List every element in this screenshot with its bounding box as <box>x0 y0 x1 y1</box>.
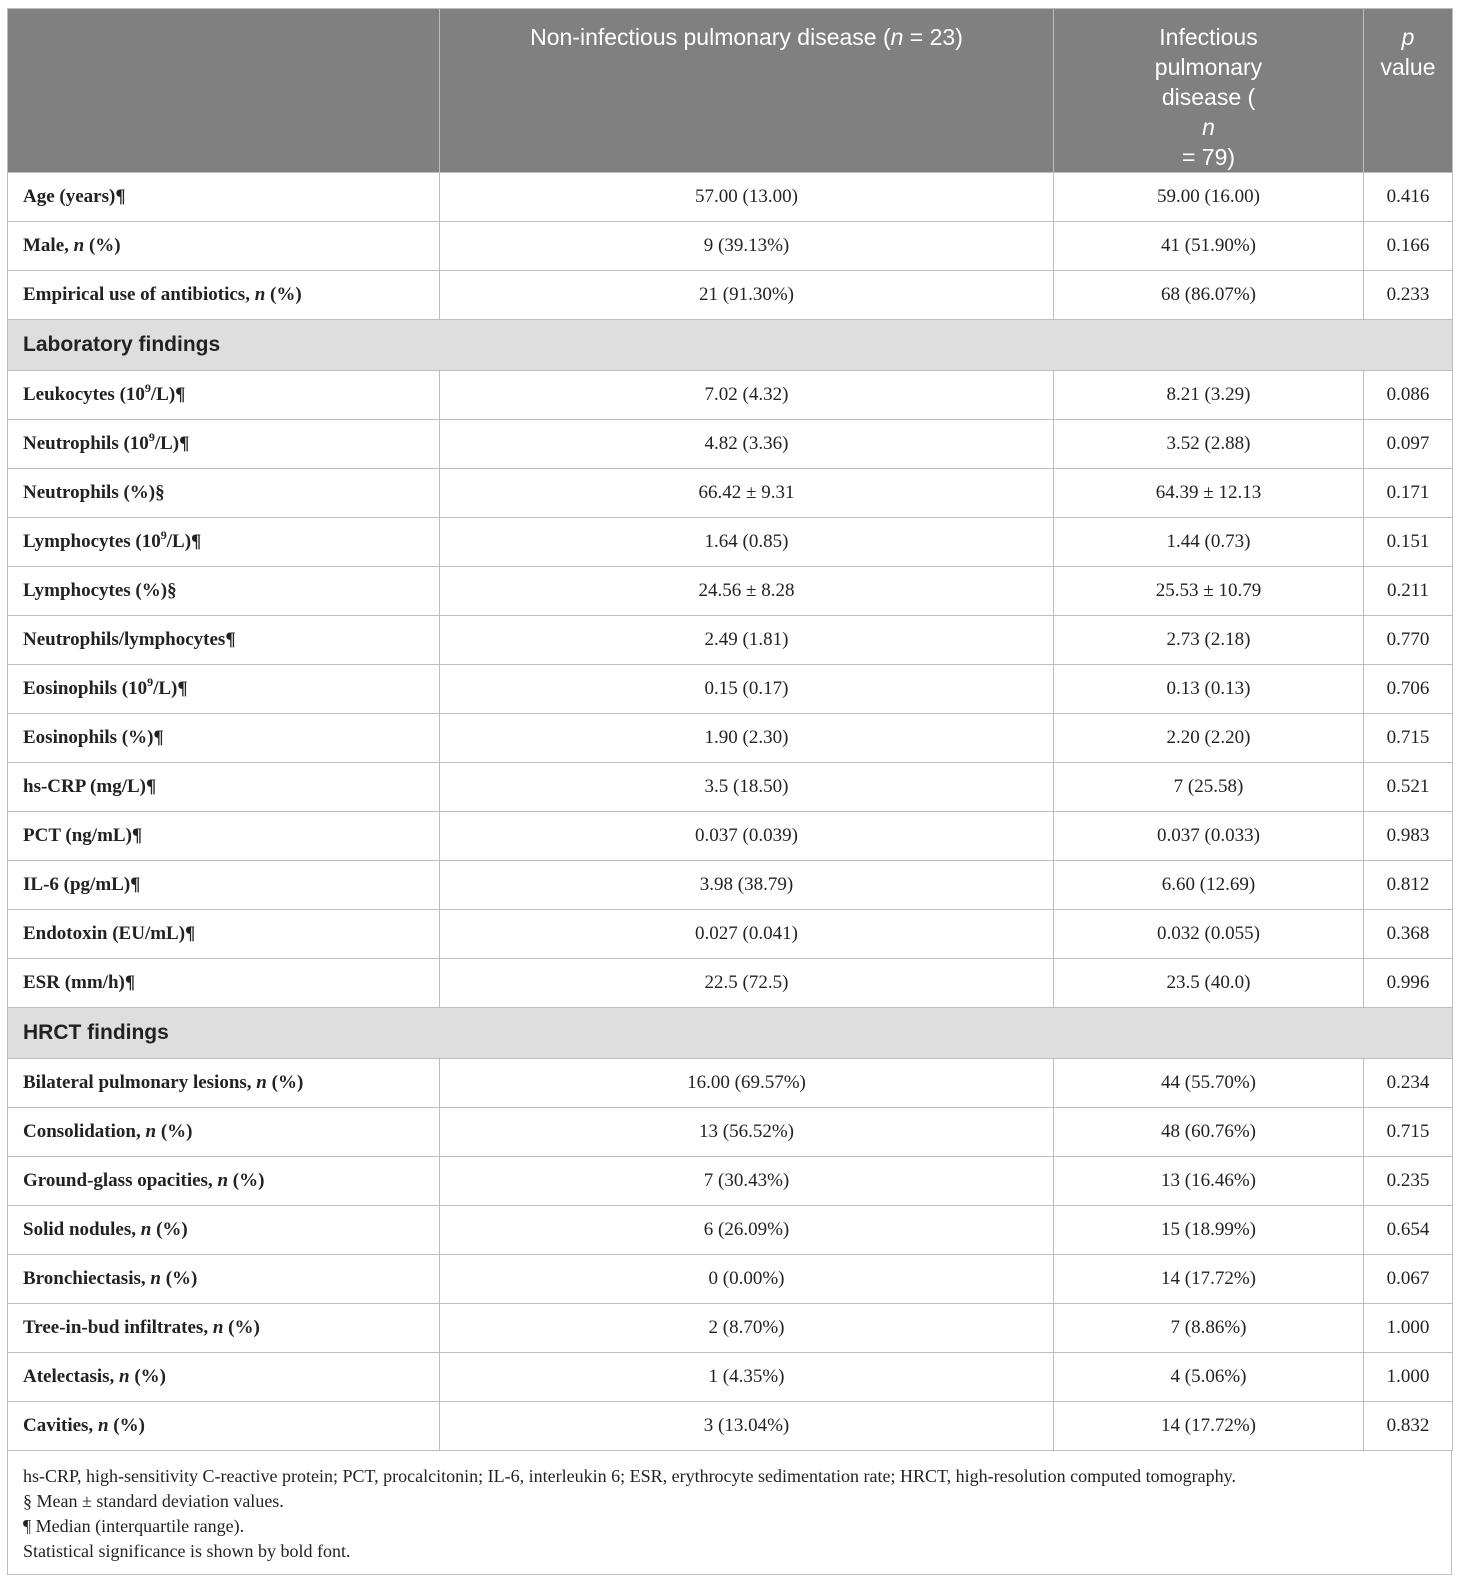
table-header-row <box>8 9 1453 173</box>
cell-p-value: 1.000 <box>1364 1353 1453 1402</box>
cell-non-infectious: 2 (8.70%) <box>440 1304 1054 1353</box>
table-row <box>8 714 1453 763</box>
header-infectious: Infectious pulmonary disease ( n = 79) <box>1054 9 1364 173</box>
row-label-text: Leukocytes (10 <box>23 384 145 405</box>
cell-infectious: 64.39 ± 12.13 <box>1054 469 1364 518</box>
row-label-suffix: /L)¶ <box>153 678 188 699</box>
row-label-n: n <box>73 235 85 256</box>
cell-p-value: 0.097 <box>1364 420 1453 469</box>
row-label-text: Neutrophils (10 <box>23 433 149 454</box>
cell-infectious: 68 (86.07%) <box>1054 271 1364 320</box>
header-p-value: p value <box>1364 9 1453 173</box>
table-row <box>8 959 1453 1008</box>
cell-p-value: 0.715 <box>1364 714 1453 763</box>
row-label <box>8 1059 440 1108</box>
table-row <box>8 1304 1453 1353</box>
cell-non-infectious: 3.98 (38.79) <box>440 861 1054 910</box>
row-label-n: n <box>150 1268 161 1289</box>
cell-infectious: 4 (5.06%) <box>1054 1353 1364 1402</box>
cell-p-value: 0.171 <box>1364 469 1453 518</box>
row-label-suffix: (%) <box>129 1366 167 1387</box>
row-label-n: n <box>212 1317 224 1338</box>
table-row <box>8 271 1453 320</box>
cell-infectious: 7 (25.58) <box>1054 763 1364 812</box>
cell-p-value: 0.166 <box>1364 222 1453 271</box>
cell-non-infectious: 1.64 (0.85) <box>440 518 1054 567</box>
row-label <box>8 1304 440 1353</box>
cell-infectious: 44 (55.70%) <box>1054 1059 1364 1108</box>
row-label <box>8 1255 440 1304</box>
row-label-text: Lymphocytes (10 <box>23 531 161 552</box>
row-label-n: n <box>254 284 266 305</box>
row-label-text: Atelectasis, <box>23 1366 120 1387</box>
row-label-text: Cavities, <box>23 1415 98 1436</box>
table-row <box>8 1059 1453 1108</box>
results-table <box>7 8 1453 1451</box>
row-label: Lymphocytes (%)§ <box>8 567 440 616</box>
row-label-text: Bilateral pulmonary lesions, <box>23 1072 257 1093</box>
cell-p-value: 0.521 <box>1364 763 1453 812</box>
row-label <box>8 1353 440 1402</box>
cell-p-value: 0.233 <box>1364 271 1453 320</box>
cell-p-value: 0.368 <box>1364 910 1453 959</box>
row-label <box>8 1402 440 1451</box>
cell-infectious: 8.21 (3.29) <box>1054 371 1364 420</box>
table-footnotes <box>7 1451 1452 1575</box>
row-label-suffix: /L)¶ <box>150 384 186 405</box>
table-row <box>8 1353 1453 1402</box>
row-label-suffix: (%) <box>223 1317 260 1338</box>
table-row <box>8 173 1453 222</box>
cell-non-infectious: 0 (0.00%) <box>440 1255 1054 1304</box>
row-label-superscript: 9 <box>148 430 155 444</box>
row-label-n: n <box>140 1219 152 1240</box>
section-laboratory-findings <box>8 320 1453 371</box>
cell-p-value: 0.832 <box>1364 1402 1453 1451</box>
cell-p-value: 0.235 <box>1364 1157 1453 1206</box>
cell-infectious: 3.52 (2.88) <box>1054 420 1364 469</box>
row-label <box>8 420 440 469</box>
results-table-container <box>7 8 1452 1575</box>
cell-non-infectious: 9 (39.13%) <box>440 222 1054 271</box>
row-label: Neutrophils (%)§ <box>8 469 440 518</box>
cell-non-infectious: 4.82 (3.36) <box>440 420 1054 469</box>
row-label-suffix: /L)¶ <box>166 531 202 552</box>
table-row <box>8 222 1453 271</box>
row-label: IL-6 (pg/mL)¶ <box>8 861 440 910</box>
cell-p-value: 0.996 <box>1364 959 1453 1008</box>
section-hrct-findings-title: HRCT findings <box>8 1008 1453 1059</box>
cell-infectious: 0.032 (0.055) <box>1054 910 1364 959</box>
table-row <box>8 861 1453 910</box>
cell-infectious: 13 (16.46%) <box>1054 1157 1364 1206</box>
table-row <box>8 1157 1453 1206</box>
cell-non-infectious: 3 (13.04%) <box>440 1402 1054 1451</box>
row-label-suffix: (%) <box>108 1415 145 1436</box>
row-label <box>8 1206 440 1255</box>
table-row <box>8 1402 1453 1451</box>
cell-non-infectious: 1.90 (2.30) <box>440 714 1054 763</box>
row-label-suffix: /L)¶ <box>154 433 190 454</box>
table-row <box>8 469 1453 518</box>
table-row <box>8 371 1453 420</box>
row-label-text: Male, <box>23 235 74 256</box>
cell-infectious: 2.73 (2.18) <box>1054 616 1364 665</box>
row-label <box>8 665 440 714</box>
cell-p-value: 0.983 <box>1364 812 1453 861</box>
row-label-n: n <box>256 1072 267 1093</box>
cell-infectious: 48 (60.76%) <box>1054 1108 1364 1157</box>
cell-infectious: 59.00 (16.00) <box>1054 173 1364 222</box>
cell-infectious: 15 (18.99%) <box>1054 1206 1364 1255</box>
row-label: ESR (mm/h)¶ <box>8 959 440 1008</box>
cell-non-infectious: 3.5 (18.50) <box>440 763 1054 812</box>
cell-p-value: 0.086 <box>1364 371 1453 420</box>
row-label-superscript: 9 <box>144 381 151 395</box>
cell-infectious: 23.5 (40.0) <box>1054 959 1364 1008</box>
row-label-suffix: (%) <box>160 1268 198 1289</box>
table-row <box>8 763 1453 812</box>
cell-non-infectious: 0.027 (0.041) <box>440 910 1054 959</box>
cell-non-infectious: 2.49 (1.81) <box>440 616 1054 665</box>
row-label-suffix: (%) <box>266 1072 304 1093</box>
row-label <box>8 518 440 567</box>
footnote-abbreviations: hs-CRP, high-sensitivity C-reactive protein; PCT, procalcitonin; IL-6, interleukin 6; ESR, erythrocyte sedimentation rate; HRCT, high-resolution computed tomography. <box>23 1466 1236 1486</box>
cell-p-value: 1.000 <box>1364 1304 1453 1353</box>
row-label-text: Ground-glass opacities, <box>23 1170 218 1191</box>
row-label: PCT (ng/mL)¶ <box>8 812 440 861</box>
row-label-n: n <box>145 1121 157 1142</box>
cell-p-value: 0.770 <box>1364 616 1453 665</box>
row-label <box>8 371 440 420</box>
row-label-suffix: (%) <box>84 235 121 256</box>
row-label-text: Tree-in-bud infiltrates, <box>23 1317 213 1338</box>
table-row <box>8 1255 1453 1304</box>
row-label-text: Empirical use of antibiotics, <box>23 284 255 305</box>
cell-infectious: 41 (51.90%) <box>1054 222 1364 271</box>
row-label <box>8 222 440 271</box>
cell-p-value: 0.067 <box>1364 1255 1453 1304</box>
row-label: Age (years)¶ <box>8 173 440 222</box>
row-label-suffix: (%) <box>156 1121 193 1142</box>
cell-infectious: 1.44 (0.73) <box>1054 518 1364 567</box>
row-label-suffix: (%) <box>151 1219 188 1240</box>
cell-infectious: 25.53 ± 10.79 <box>1054 567 1364 616</box>
table-row <box>8 1108 1453 1157</box>
cell-non-infectious: 6 (26.09%) <box>440 1206 1054 1255</box>
cell-non-infectious: 66.42 ± 9.31 <box>440 469 1054 518</box>
header-non-infectious: Non-infectious pulmonary disease (n = 23) <box>440 9 1054 173</box>
row-label <box>8 1157 440 1206</box>
cell-infectious: 7 (8.86%) <box>1054 1304 1364 1353</box>
table-row <box>8 518 1453 567</box>
cell-non-infectious: 7 (30.43%) <box>440 1157 1054 1206</box>
cell-non-infectious: 1 (4.35%) <box>440 1353 1054 1402</box>
cell-infectious: 14 (17.72%) <box>1054 1255 1364 1304</box>
table-row <box>8 812 1453 861</box>
row-label: hs-CRP (mg/L)¶ <box>8 763 440 812</box>
cell-non-infectious: 0.037 (0.039) <box>440 812 1054 861</box>
cell-non-infectious: 57.00 (13.00) <box>440 173 1054 222</box>
row-label-n: n <box>97 1415 109 1436</box>
row-label-superscript: 9 <box>147 675 154 689</box>
cell-non-infectious: 7.02 (4.32) <box>440 371 1054 420</box>
section-laboratory-findings-title: Laboratory findings <box>8 320 1453 371</box>
row-label-text: Solid nodules, <box>23 1219 141 1240</box>
row-label-text: Bronchiectasis, <box>23 1268 151 1289</box>
footnote-significance: Statistical significance is shown by bold font. <box>23 1541 351 1561</box>
cell-infectious: 6.60 (12.69) <box>1054 861 1364 910</box>
table-row <box>8 910 1453 959</box>
row-label-text: Consolidation, <box>23 1121 146 1142</box>
table-row <box>8 420 1453 469</box>
cell-infectious: 14 (17.72%) <box>1054 1402 1364 1451</box>
cell-p-value: 0.812 <box>1364 861 1453 910</box>
table-row <box>8 665 1453 714</box>
table-row <box>8 616 1453 665</box>
cell-p-value: 0.706 <box>1364 665 1453 714</box>
cell-non-infectious: 22.5 (72.5) <box>440 959 1054 1008</box>
cell-non-infectious: 0.15 (0.17) <box>440 665 1054 714</box>
cell-p-value: 0.654 <box>1364 1206 1453 1255</box>
row-label: Neutrophils/lymphocytes¶ <box>8 616 440 665</box>
row-label-suffix: (%) <box>228 1170 265 1191</box>
footnote-mean-sd: § Mean ± standard deviation values. <box>23 1491 284 1511</box>
cell-p-value: 0.211 <box>1364 567 1453 616</box>
table-row <box>8 567 1453 616</box>
row-label-n: n <box>119 1366 130 1387</box>
cell-non-infectious: 21 (91.30%) <box>440 271 1054 320</box>
row-label-n: n <box>217 1170 229 1191</box>
row-label-suffix: (%) <box>265 284 302 305</box>
header-label-column <box>8 9 440 173</box>
cell-infectious: 0.13 (0.13) <box>1054 665 1364 714</box>
row-label: Endotoxin (EU/mL)¶ <box>8 910 440 959</box>
cell-infectious: 0.037 (0.033) <box>1054 812 1364 861</box>
cell-p-value: 0.715 <box>1364 1108 1453 1157</box>
section-hrct-findings <box>8 1008 1453 1059</box>
row-label-superscript: 9 <box>160 528 167 542</box>
cell-non-infectious: 13 (56.52%) <box>440 1108 1054 1157</box>
row-label <box>8 271 440 320</box>
cell-p-value: 0.151 <box>1364 518 1453 567</box>
footnote-median-iqr: ¶ Median (interquartile range). <box>23 1516 245 1536</box>
cell-p-value: 0.416 <box>1364 173 1453 222</box>
row-label <box>8 1108 440 1157</box>
cell-p-value: 0.234 <box>1364 1059 1453 1108</box>
cell-non-infectious: 16.00 (69.57%) <box>440 1059 1054 1108</box>
row-label: Eosinophils (%)¶ <box>8 714 440 763</box>
table-row <box>8 1206 1453 1255</box>
cell-non-infectious: 24.56 ± 8.28 <box>440 567 1054 616</box>
cell-infectious: 2.20 (2.20) <box>1054 714 1364 763</box>
row-label-text: Eosinophils (10 <box>23 678 148 699</box>
